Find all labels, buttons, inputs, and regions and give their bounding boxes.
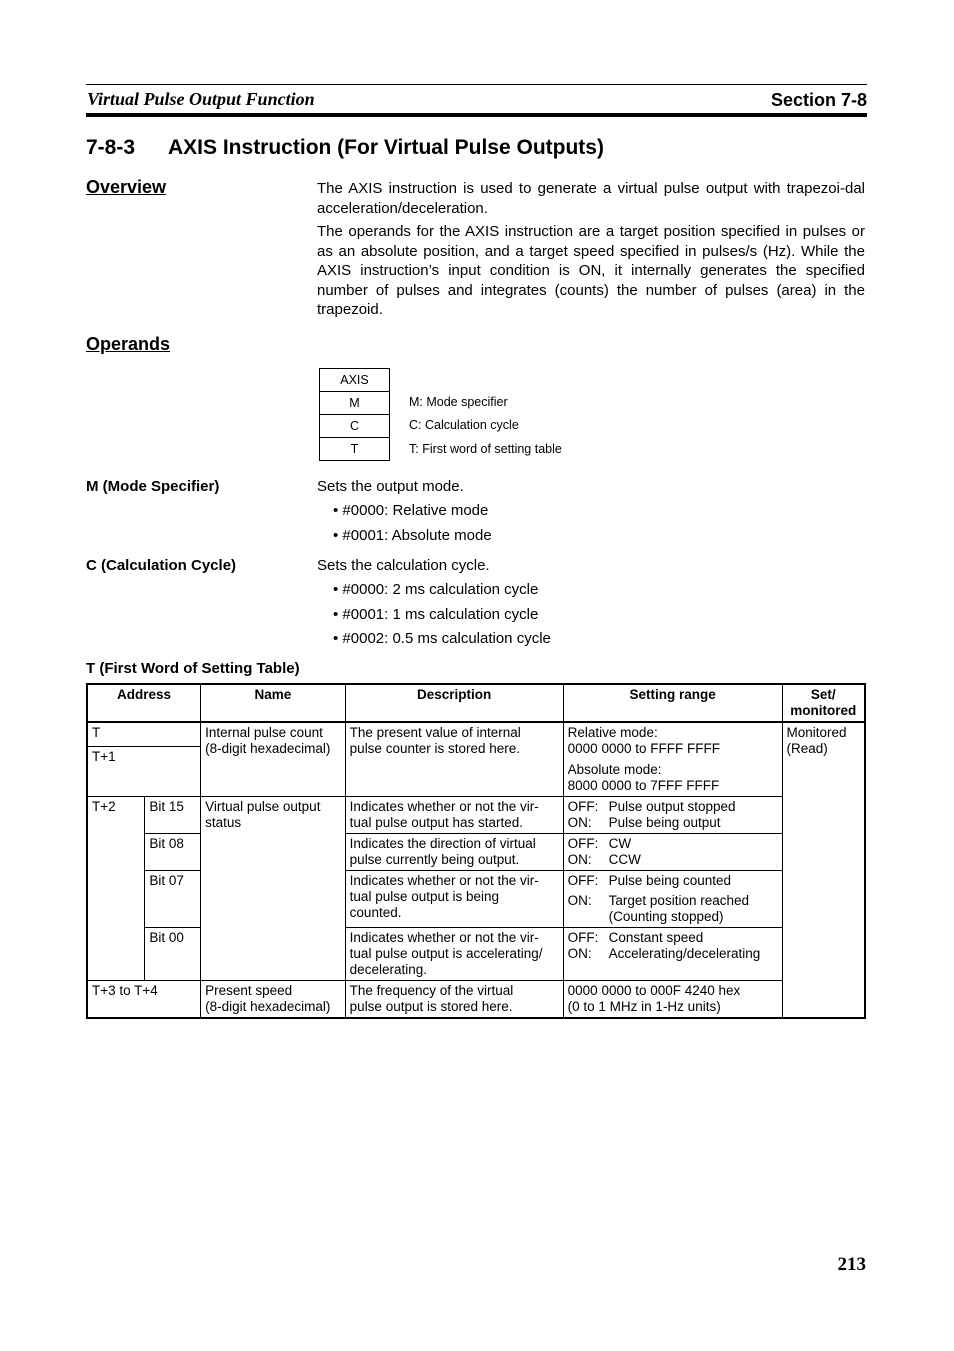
off-value: Pulse being counted: [608, 873, 731, 888]
on-value-line: Target position reached: [608, 893, 749, 908]
col-header-setting-range: Setting range: [563, 684, 782, 722]
operand-t: T: [320, 437, 389, 460]
cell-setting-range: [563, 928, 782, 981]
cell-description-line: tual pulse output has started.: [349, 815, 524, 830]
cell-address: T+1: [87, 746, 201, 796]
running-header-title: Virtual Pulse Output Function: [87, 89, 315, 109]
header-rule-bottom: [86, 113, 867, 117]
col-header-address: Address: [87, 684, 201, 722]
operand-m-label: M: Mode specifier: [409, 395, 508, 409]
on-key: ON:: [567, 815, 592, 830]
calc-cycle-option: • #0001: 1 ms calculation cycle: [333, 606, 539, 623]
cell-description: [345, 722, 563, 797]
off-key: OFF:: [567, 873, 599, 888]
cell-address: T+3 to T+4: [87, 981, 201, 1019]
on-value: Pulse being output: [608, 815, 721, 830]
off-key: OFF:: [567, 930, 599, 945]
range-absolute-value: 8000 0000 to 7FFF FFFF: [567, 778, 720, 793]
cell-description-line: decelerating.: [349, 962, 427, 977]
instruction-mnemonic: AXIS: [340, 373, 369, 387]
cell-description: [345, 928, 563, 981]
on-value: [609, 893, 778, 925]
setting-table-title: T (First Word of Setting Table): [86, 660, 300, 677]
cell-name-line: (8-digit hexadecimal): [205, 999, 331, 1014]
cell-setting-range: [563, 834, 782, 871]
setting-table: [86, 683, 866, 1019]
cell-bit: Bit 07: [145, 871, 201, 928]
header-rule-top: [86, 84, 867, 85]
mode-option: • #0000: Relative mode: [333, 502, 489, 519]
cell-set-monitored-line: (Read): [786, 741, 828, 756]
range-line: (0 to 1 MHz in 1-Hz units): [567, 999, 721, 1014]
mode-option: • #0001: Absolute mode: [333, 527, 492, 544]
cell-description: [345, 797, 563, 834]
overview-paragraph-2: The operands for the AXIS instruction are a target position specified in pulses or as an absolute position, and a target speed specified in pulses/s (Hz). While the AXIS instruction’s input condition is ON, it internally generates the specified number of pulses and integrates (counts) the number of pulses (area) in the trapezoid.: [317, 223, 865, 318]
on-key: ON:: [567, 893, 592, 908]
off-key: OFF:: [567, 836, 599, 851]
cell-name-line: Internal pulse count: [205, 725, 323, 740]
overview-paragraph-1: The AXIS instruction is used to generate a virtual pulse output with trapezoi-dal acceleration/deceleration.: [317, 180, 865, 217]
cell-description: [345, 871, 563, 928]
cell-description-line: counted.: [349, 905, 402, 920]
cell-description-line: Indicates whether or not the vir-: [349, 873, 539, 888]
cell-description-line: The frequency of the virtual: [349, 983, 514, 998]
cell-description-line: pulse output is stored here.: [349, 999, 513, 1014]
range-relative-label: Relative mode:: [567, 725, 658, 740]
on-value: Accelerating/decelerating: [608, 946, 761, 961]
cell-description-line: tual pulse output is accelerating/: [349, 946, 543, 961]
cell-setting-range: [563, 981, 782, 1019]
cell-description-line: The present value of internal: [349, 725, 521, 740]
col-header-set-monitored-line1: Set/: [810, 687, 836, 702]
off-value: Pulse output stopped: [608, 799, 736, 814]
cell-bit: Bit 15: [145, 797, 201, 834]
cell-description-line: Indicates whether or not the vir-: [349, 930, 539, 945]
cell-name: [201, 981, 346, 1019]
cell-name: [201, 722, 346, 797]
range-relative-value: 0000 0000 to FFFF FFFF: [567, 741, 720, 756]
on-value: CCW: [608, 852, 641, 867]
col-header-description: Description: [345, 684, 563, 722]
operand-c: C: [320, 414, 389, 437]
cell-address: T+2: [87, 797, 145, 981]
running-header-section: Section 7-8: [770, 90, 867, 110]
calc-cycle-label: C (Calculation Cycle): [86, 557, 237, 574]
cell-name: [201, 797, 346, 981]
on-value-line: (Counting stopped): [608, 909, 724, 924]
cell-bit: Bit 00: [145, 928, 201, 981]
cell-setting-range: [563, 722, 782, 797]
operand-m: M: [320, 391, 389, 414]
page-number: 213: [837, 1254, 866, 1275]
table-header-row: [87, 684, 865, 722]
cell-setting-range: [563, 797, 782, 834]
cell-description-line: Indicates the direction of virtual: [349, 836, 536, 851]
cell-name-line: status: [205, 815, 242, 830]
calc-cycle-option: • #0000: 2 ms calculation cycle: [333, 581, 539, 598]
off-value: CW: [608, 836, 632, 851]
cell-bit: Bit 08: [145, 834, 201, 871]
mode-specifier-desc: Sets the output mode.: [317, 478, 464, 495]
operand-t-label: T: First word of setting table: [409, 442, 562, 456]
cell-description-line: tual pulse output is being: [349, 889, 500, 904]
table-row: [87, 722, 865, 746]
cell-name-line: (8-digit hexadecimal): [205, 741, 331, 756]
cell-address: T: [87, 722, 201, 746]
section-number: 7-8-3: [86, 136, 136, 159]
calc-cycle-desc: Sets the calculation cycle.: [317, 557, 490, 574]
cell-description-line: Indicates whether or not the vir-: [349, 799, 539, 814]
cell-name-line: Virtual pulse output: [205, 799, 321, 814]
col-header-name: Name: [201, 684, 346, 722]
cell-name-line: Present speed: [205, 983, 293, 998]
col-header-set-monitored-line2: monitored: [790, 703, 857, 718]
section-title: AXIS Instruction (For Virtual Pulse Outputs): [168, 136, 604, 159]
off-value: Constant speed: [608, 930, 704, 945]
instruction-symbol-box: [319, 368, 390, 461]
operand-c-label: C: Calculation cycle: [409, 418, 519, 432]
range-line: 0000 0000 to 000F 4240 hex: [567, 983, 741, 998]
calc-cycle-option: • #0002: 0.5 ms calculation cycle: [333, 630, 551, 647]
cell-description: [345, 981, 563, 1019]
on-key: ON:: [567, 852, 592, 867]
off-key: OFF:: [567, 799, 599, 814]
overview-heading: Overview: [86, 177, 167, 197]
cell-description-line: pulse counter is stored here.: [349, 741, 521, 756]
cell-set-monitored-line: Monitored: [786, 725, 847, 740]
col-header-set-monitored: [782, 684, 865, 722]
cell-set-monitored: [782, 722, 865, 1018]
on-key: ON:: [567, 946, 592, 961]
table-row: [87, 797, 865, 834]
operands-heading: Operands: [86, 334, 171, 354]
range-absolute-label: Absolute mode:: [567, 762, 662, 777]
cell-setting-range: [563, 871, 782, 928]
cell-description-line: pulse currently being output.: [349, 852, 520, 867]
table-row: [87, 981, 865, 1019]
mode-specifier-label: M (Mode Specifier): [86, 478, 220, 495]
cell-description: [345, 834, 563, 871]
